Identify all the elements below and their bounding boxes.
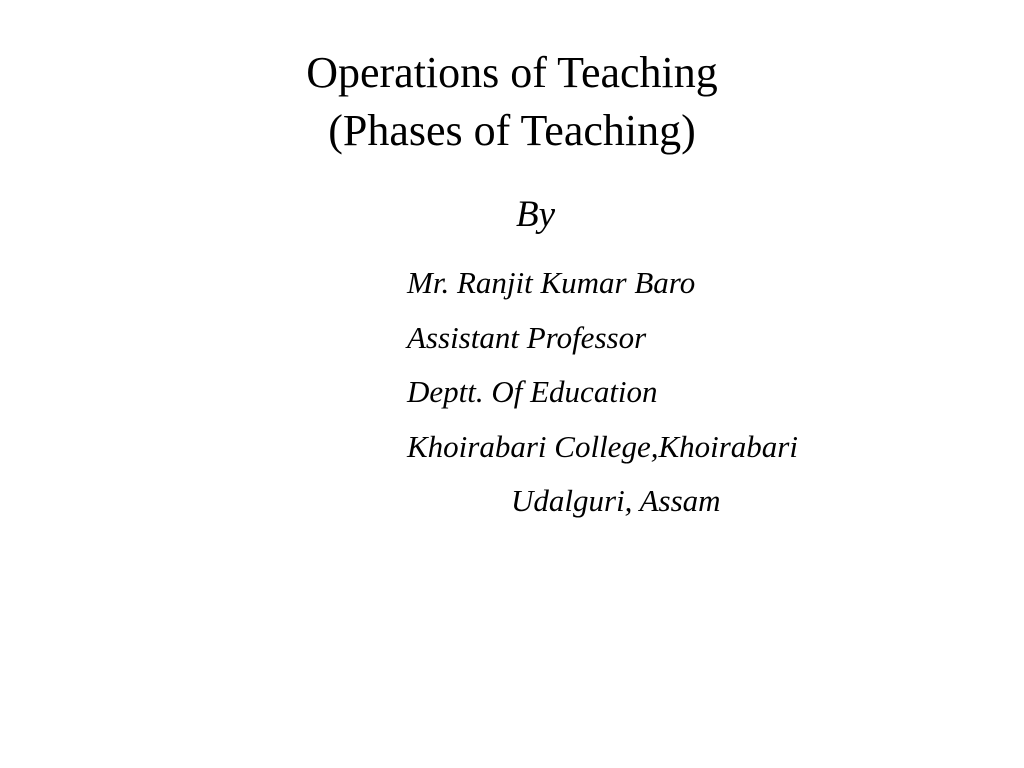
author-name: Mr. Ranjit Kumar Baro xyxy=(407,265,696,300)
title-line-2: (Phases of Teaching) xyxy=(328,106,696,155)
author-position: Assistant Professor xyxy=(407,319,647,355)
by-label: By xyxy=(516,194,556,235)
author-college: Khoirabari College,Khoirabari xyxy=(407,428,798,464)
slide-title xyxy=(0,44,1024,160)
author-location: Udalguri, Assam xyxy=(511,483,721,518)
title-line-1: Operations of Teaching xyxy=(306,48,718,97)
author-details xyxy=(407,258,1007,531)
author-department: Deptt. Of Education xyxy=(407,374,658,409)
